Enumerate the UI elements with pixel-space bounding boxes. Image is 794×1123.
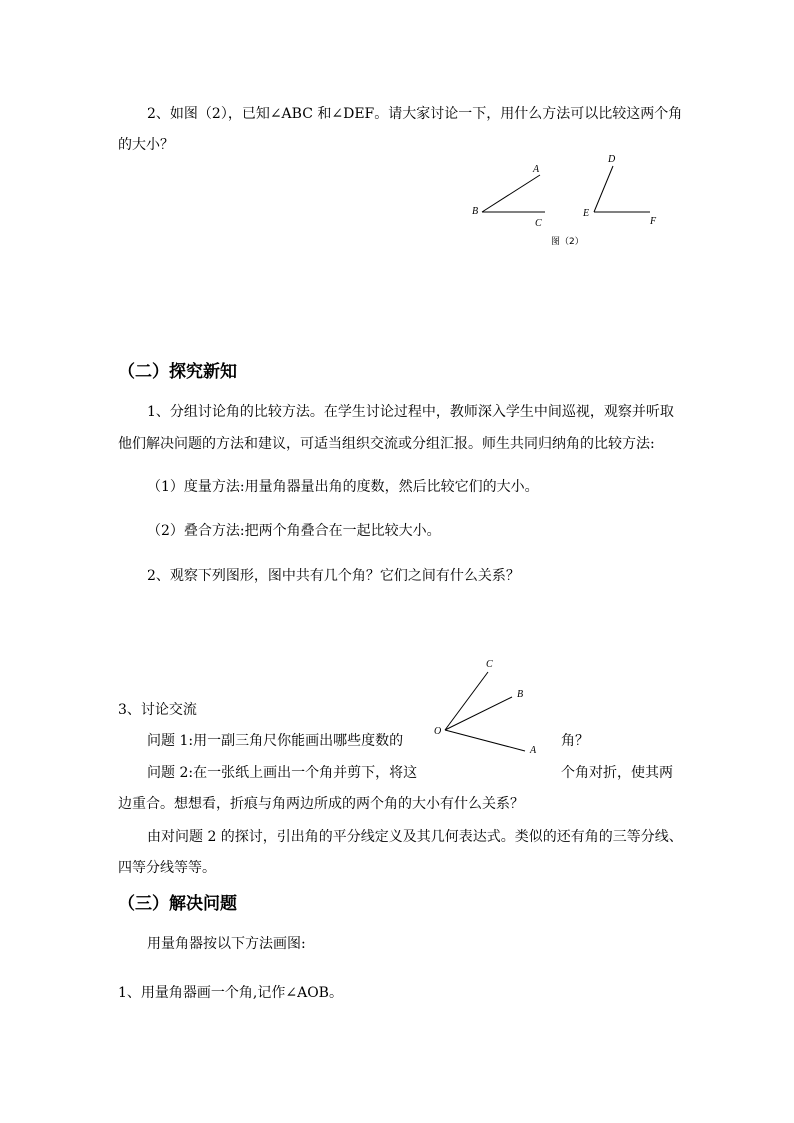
question-1-right: 角？ bbox=[561, 733, 589, 749]
section-2-p3: 3、讨论交流 bbox=[118, 702, 197, 718]
label-O: O bbox=[434, 726, 442, 737]
question-2-line-1: 2、如图（2），已知∠ABC 和∠DEF。请大家讨论一下，用什么方法可以比较这两个角 bbox=[147, 106, 683, 122]
section-3-intro: 用量角器按以下方法画图: bbox=[147, 936, 306, 952]
label-F: F bbox=[650, 216, 657, 227]
question-2-line-2: 的大小？ bbox=[118, 137, 174, 153]
label-C: C bbox=[535, 218, 542, 229]
figure-rays-oabc bbox=[430, 655, 560, 765]
ray-OB bbox=[445, 697, 512, 730]
section-2-p4-line-2: 四等分线等等。 bbox=[118, 860, 216, 876]
label-C: C bbox=[486, 659, 493, 670]
section-2-heading: （二）探究新知 bbox=[118, 362, 237, 382]
label-D: D bbox=[608, 154, 616, 165]
ray-ED bbox=[594, 166, 613, 212]
ray-OA bbox=[445, 730, 525, 751]
method-1: （1）度量方法:用量角器量出角的度数，然后比较它们的大小。 bbox=[147, 479, 539, 495]
section-3-heading: （三）解决问题 bbox=[118, 894, 237, 914]
label-E: E bbox=[583, 208, 590, 219]
figure-2-caption: 图（2） bbox=[551, 237, 584, 247]
label-B: B bbox=[472, 206, 479, 217]
question-2-left: 问题 2:在一张纸上画出一个角并剪下，将这 bbox=[147, 765, 418, 781]
section-3-step-1: 1、用量角器画一个角,记作∠AOB。 bbox=[118, 985, 343, 1001]
section-2-p2: 2、观察下列图形，图中共有几个角？它们之间有什么关系？ bbox=[147, 568, 520, 584]
question-1-left: 问题 1:用一副三角尺你能画出哪些度数的 bbox=[147, 733, 404, 749]
section-2-p1-line-1: 1、分组讨论角的比较方法。在学生讨论过程中，教师深入学生中间巡视，观察并听取 bbox=[147, 404, 674, 420]
section-2-p4-line-1: 由对问题 2 的探讨，引出角的平分线定义及其几何表达式。类似的还有角的三等分线、 bbox=[147, 829, 683, 845]
figure-2-angles bbox=[460, 148, 680, 248]
label-A: A bbox=[530, 745, 537, 756]
label-B: B bbox=[517, 689, 524, 700]
method-2: （2）叠合方法:把两个角叠合在一起比较大小。 bbox=[147, 523, 441, 539]
question-2-right: 个角对折，使其两 bbox=[561, 765, 673, 781]
question-2-line-2b: 边重合。想想看，折痕与角两边所成的两个角的大小有什么关系？ bbox=[118, 796, 524, 812]
section-2-p1-line-2: 他们解决问题的方法和建议，可适当组织交流或分组汇报。师生共同归纳角的比较方法: bbox=[118, 436, 655, 452]
ray-BA bbox=[482, 175, 540, 212]
ray-OC bbox=[445, 672, 488, 730]
label-A: A bbox=[533, 164, 540, 175]
